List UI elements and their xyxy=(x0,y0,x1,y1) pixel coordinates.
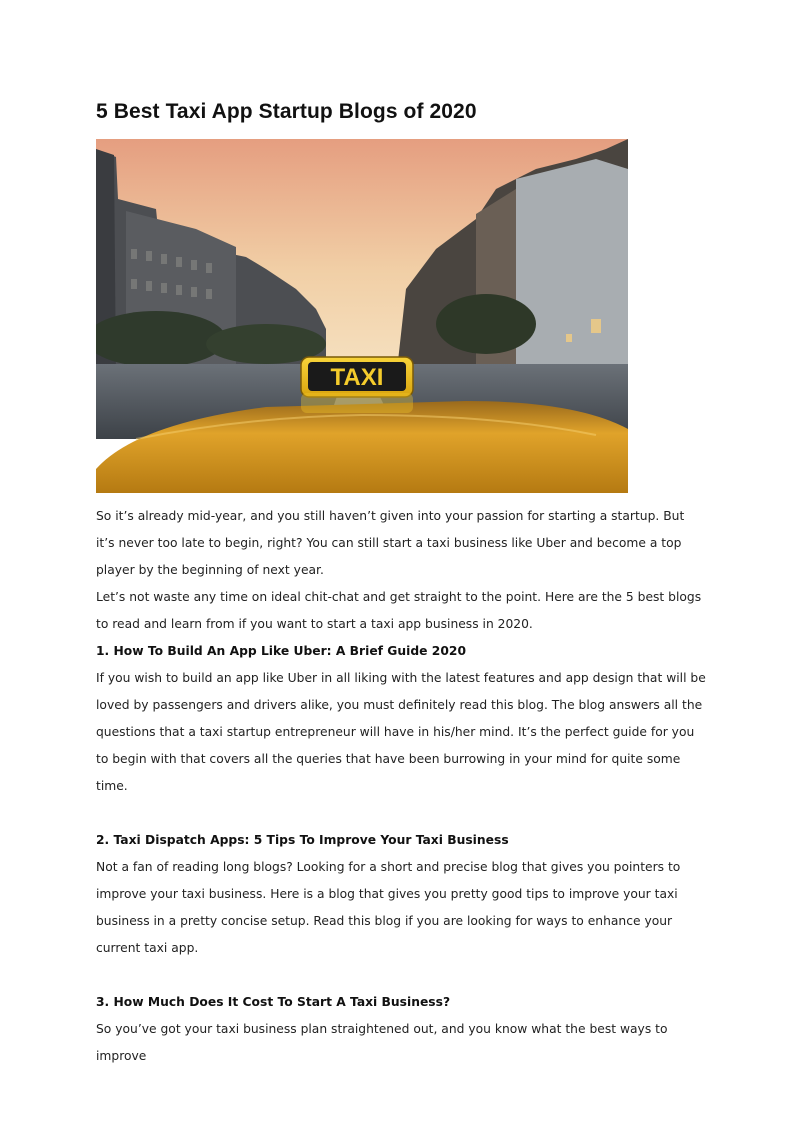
section-heading-1: 1. How To Build An App Like Uber: A Brief Guide 2020 xyxy=(96,644,467,658)
page-title: 5 Best Taxi App Startup Blogs of 2020 xyxy=(96,100,477,123)
taxi-hero-image xyxy=(96,139,628,493)
intro-paragraph-2: Let’s not waste any time on ideal chit-chat and get straight to the point. Here are the 5 best blogs to read and learn from if you want to start a taxi app business in 2020. xyxy=(96,590,702,631)
section-heading-2: 2. Taxi Dispatch Apps: 5 Tips To Improve Your Taxi Business xyxy=(96,833,509,847)
spacer xyxy=(96,962,706,989)
taxi-sign-text: TAXI xyxy=(330,364,384,391)
spacer xyxy=(96,800,706,827)
section-text-2: Not a fan of reading long blogs? Looking for a short and precise blog that gives you pointers to improve your taxi business. Here is a blog that gives you pretty good tips to improve your taxi business in a pretty concise setup. Read this blog if you are looking for ways to enhance your current taxi app. xyxy=(96,860,681,955)
section-text-1: If you wish to build an app like Uber in all liking with the latest features and app design that will be loved by passengers and drivers alike, you must definitely read this blog. The blog answers all the questions that a taxi startup entrepreneur will have in his/her mind. It’s the perfect guide for you to begin with that covers all the queries that have been burrowing in your mind for quite some time. xyxy=(96,671,706,793)
article-body xyxy=(96,503,706,1070)
section-heading-3: 3. How Much Does It Cost To Start A Taxi Business? xyxy=(96,995,451,1009)
section-text-3: So you’ve got your taxi business plan straightened out, and you know what the best ways to improve xyxy=(96,1022,668,1063)
intro-paragraph-1: So it’s already mid-year, and you still haven’t given into your passion for starting a startup. But it’s never too late to begin, right? You can still start a taxi business like Uber and become a top player by the beginning of next year. xyxy=(96,509,685,577)
